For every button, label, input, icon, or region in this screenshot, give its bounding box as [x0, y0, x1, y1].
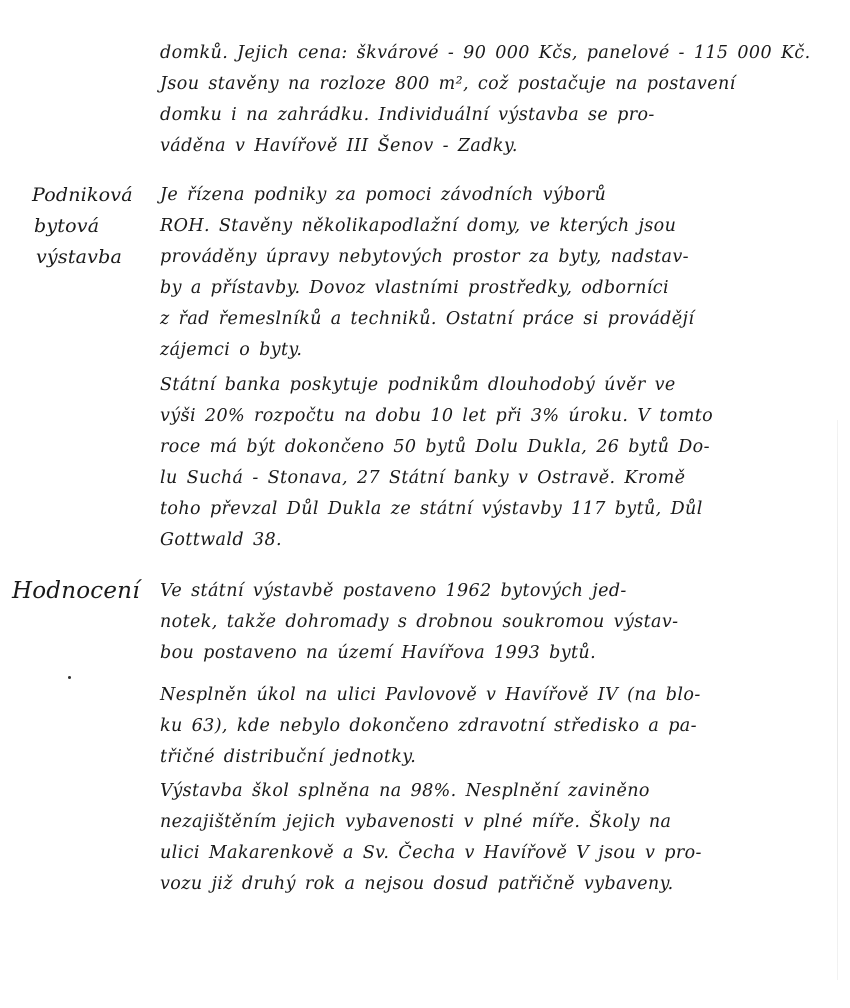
scan-edge: [837, 420, 838, 980]
paragraph-podnikova-1: [160, 180, 810, 366]
margin-heading-podnikova-bytova-vystavba: [32, 180, 133, 273]
paragraph-podnikova-2: [160, 370, 810, 556]
margin-heading-line: výstavba: [36, 246, 123, 268]
margin-heading-line: Podniková: [32, 184, 133, 206]
text-line: Jsou stavěny na rozloze 800 m², což postačuje na postavení: [160, 74, 736, 94]
text-line: Je řízena podniky za pomoci závodních výborů: [160, 185, 607, 205]
text-line: zájemci o byty.: [160, 340, 303, 360]
text-line: Státní banka poskytuje podnikům dlouhodobý úvěr ve: [160, 375, 676, 395]
text-line: notek, takže dohromady s drobnou soukromou výstav-: [160, 612, 679, 632]
text-line: ku 63), kde nebylo dokončeno zdravotní středisko a pa-: [160, 716, 697, 736]
margin-heading-line: Hodnocení: [12, 578, 140, 604]
paragraph-hodnoceni-3: [160, 776, 810, 900]
text-line: ROH. Stavěny několikapodlažní domy, ve kterých jsou: [160, 216, 677, 236]
margin-heading-line: bytová: [34, 215, 100, 237]
text-line: Ve státní výstavbě postaveno 1962 bytových jed-: [160, 581, 627, 601]
ink-dot: [68, 676, 71, 679]
text-line: váděna v Havířově III Šenov - Zadky.: [160, 136, 518, 156]
text-line: nezajištěním jejich vybavenosti v plné míře. Školy na: [160, 812, 672, 832]
text-line: Nesplněn úkol na ulici Pavlovově v Havířově IV (na blo-: [160, 685, 701, 705]
text-line: Výstavba škol splněna na 98%. Nesplnění zaviněno: [160, 781, 650, 801]
text-line: ulici Makarenkově a Sv. Čecha v Havířově V jsou v pro-: [160, 843, 702, 863]
paragraph-continuation: [160, 38, 810, 162]
margin-heading-hodnoceni: [12, 576, 140, 606]
text-line: by a přístavby. Dovoz vlastními prostředky, odborníci: [160, 278, 669, 298]
text-line: Gottwald 38.: [160, 530, 282, 550]
paragraph-hodnoceni-2: [160, 680, 810, 773]
text-line: prováděny úpravy nebytových prostor za byty, nadstav-: [160, 247, 689, 267]
text-line: bou postaveno na území Havířova 1993 bytů.: [160, 643, 597, 663]
text-line: lu Suchá - Stonava, 27 Státní banky v Ostravě. Kromě: [160, 468, 686, 488]
text-line: domku i na zahrádku. Individuální výstavba se pro-: [160, 105, 655, 125]
text-line: třičné distribuční jednotky.: [160, 747, 417, 767]
text-line: domků. Jejich cena: škvárové - 90 000 Kčs, panelové - 115 000 Kč.: [160, 43, 811, 63]
text-line: výši 20% rozpočtu na dobu 10 let při 3% úroku. V tomto: [160, 406, 714, 426]
paragraph-hodnoceni-1: [160, 576, 810, 669]
text-line: roce má být dokončeno 50 bytů Dolu Dukla, 26 bytů Do-: [160, 437, 710, 457]
text-line: z řad řemeslníků a techniků. Ostatní práce si provádějí: [160, 309, 695, 329]
text-line: toho převzal Důl Dukla ze státní výstavby 117 bytů, Důl: [160, 499, 703, 519]
text-line: vozu již druhý rok a nejsou dosud patřičně vybaveny.: [160, 874, 674, 894]
